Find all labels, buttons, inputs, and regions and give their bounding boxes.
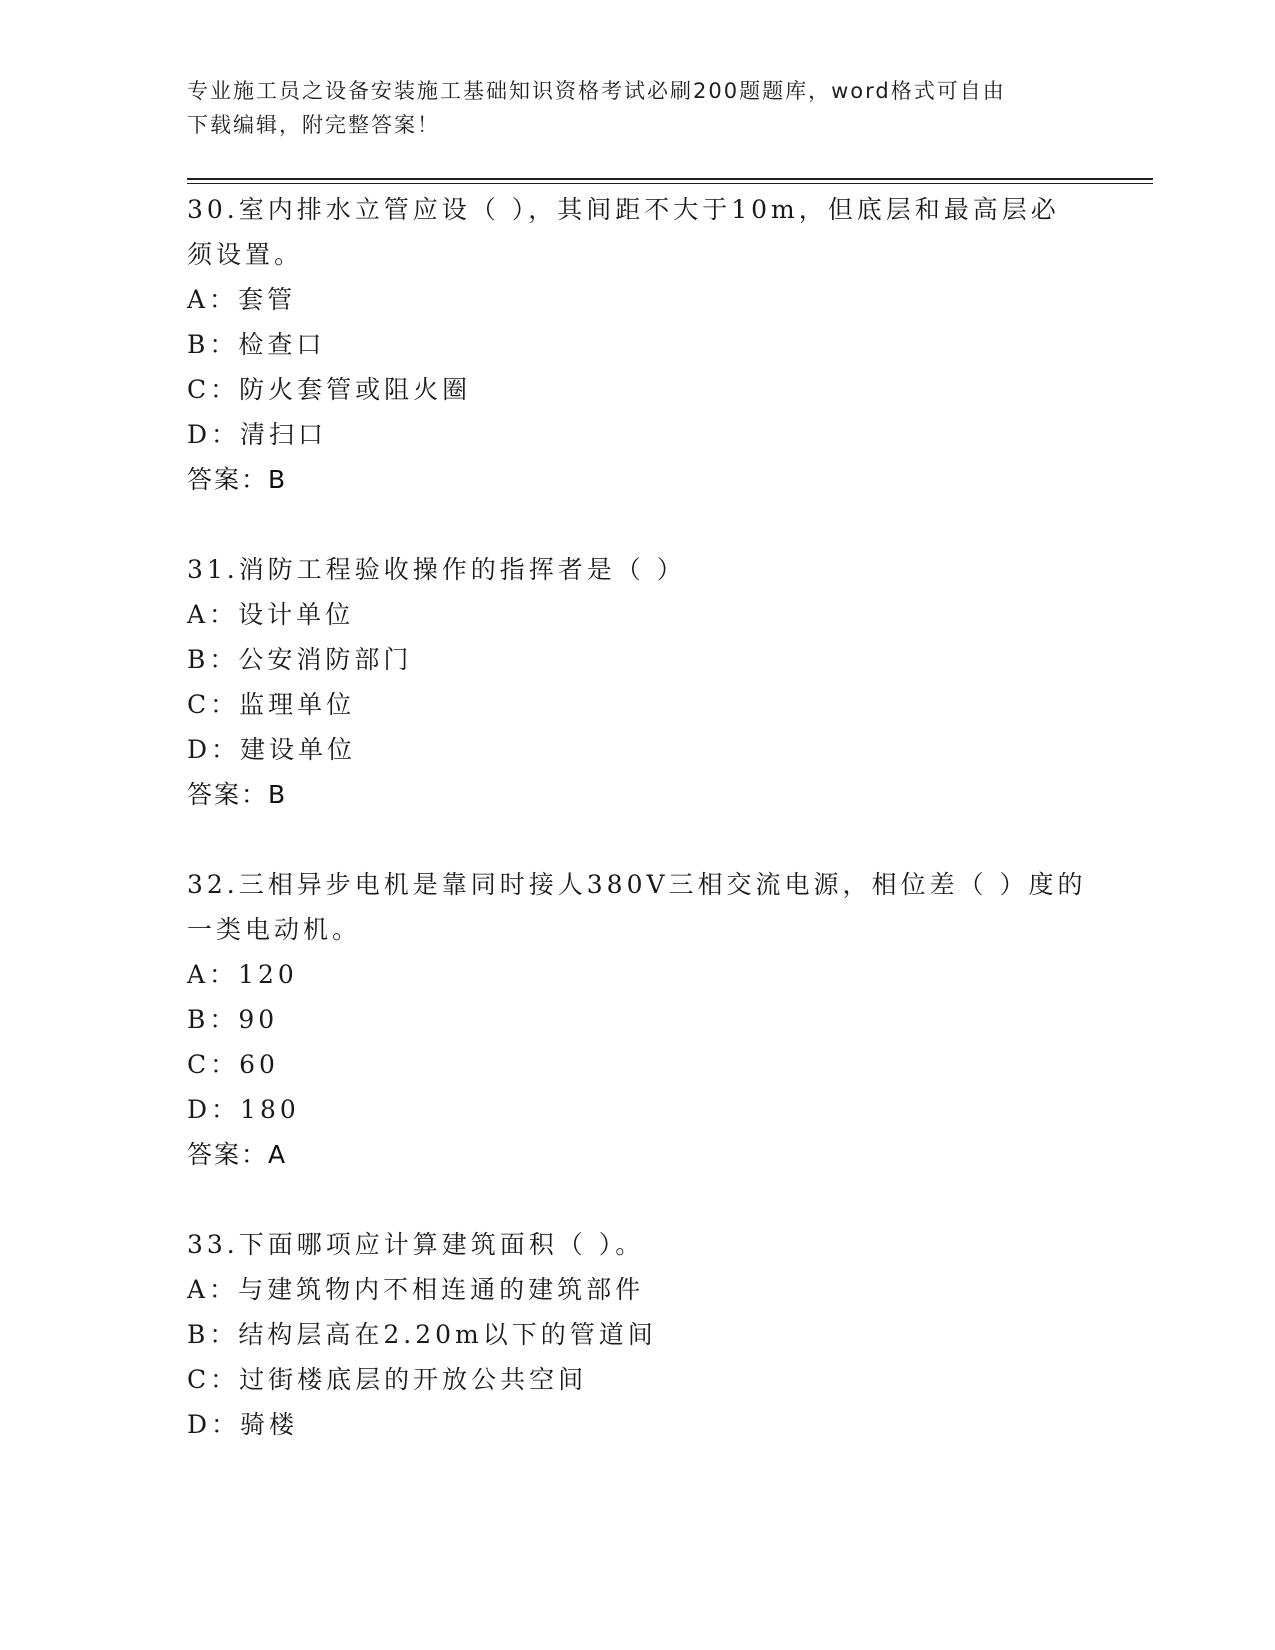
option-text: 建设单位 xyxy=(240,735,357,764)
question-stem: 31.消防工程验收操作的指挥者是（ ） xyxy=(187,555,686,584)
option-c xyxy=(187,682,1087,727)
option-letter: D： xyxy=(187,1095,241,1124)
option-b xyxy=(187,997,1087,1042)
option-letter: D： xyxy=(187,1410,241,1439)
question-33 xyxy=(187,1222,1087,1447)
option-text: 过街楼底层的开放公共空间 xyxy=(239,1365,588,1394)
option-a xyxy=(187,592,1087,637)
option-text: 公安消防部门 xyxy=(238,645,413,674)
answer-line: 答案：B xyxy=(187,780,288,809)
option-text: 套管 xyxy=(238,285,297,314)
option-letter: B： xyxy=(187,1320,239,1349)
option-text: 骑楼 xyxy=(240,1410,299,1439)
question-30 xyxy=(187,187,1087,502)
option-letter: A： xyxy=(187,1275,239,1304)
question-stem: 30.室内排水立管应设（ ），其间距不大于10m，但底层和最高层必须设置。 xyxy=(187,195,1060,269)
option-text: 清扫口 xyxy=(240,420,328,449)
option-d xyxy=(187,1087,1087,1132)
question-stem: 33.下面哪项应计算建筑面积（ ）。 xyxy=(187,1230,645,1259)
option-letter: B： xyxy=(187,330,239,359)
option-text: 监理单位 xyxy=(239,690,356,719)
option-c xyxy=(187,1042,1087,1087)
option-d xyxy=(187,727,1087,772)
option-letter: A： xyxy=(187,285,239,314)
header-line-1: 专业施工员之设备安装施工基础知识资格考试必刷200题题库，word格式可自由 xyxy=(187,79,1006,103)
option-letter: A： xyxy=(187,600,239,629)
option-text: 与建筑物内不相连通的建筑部件 xyxy=(238,1275,645,1304)
option-a xyxy=(187,277,1087,322)
option-text: 60 xyxy=(239,1050,279,1079)
question-32 xyxy=(187,862,1087,1177)
option-d xyxy=(187,412,1087,457)
option-a xyxy=(187,952,1087,997)
option-letter: C： xyxy=(187,1050,240,1079)
option-text: 检查口 xyxy=(238,330,326,359)
answer-line: 答案：A xyxy=(187,1140,288,1169)
question-stem: 32.三相异步电机是靠同时接人380V三相交流电源，相位差（ ）度的一类电动机。 xyxy=(187,870,1087,944)
option-letter: D： xyxy=(187,735,241,764)
option-letter: D： xyxy=(187,420,241,449)
option-text: 90 xyxy=(238,1005,279,1034)
option-c xyxy=(187,1357,1087,1402)
option-letter: B： xyxy=(187,645,239,674)
option-text: 180 xyxy=(240,1095,300,1124)
question-31 xyxy=(187,547,1087,817)
option-text: 设计单位 xyxy=(238,600,355,629)
header-divider-thick xyxy=(187,178,1153,180)
option-letter: C： xyxy=(187,1365,240,1394)
option-a xyxy=(187,1267,1087,1312)
option-letter: B： xyxy=(187,1005,239,1034)
option-letter: C： xyxy=(187,690,240,719)
option-letter: A： xyxy=(187,960,239,989)
option-b xyxy=(187,322,1087,367)
question-list xyxy=(187,187,1087,1492)
answer-line: 答案：B xyxy=(187,465,288,494)
option-text: 防火套管或阻火圈 xyxy=(239,375,472,404)
header-line-2: 下载编辑，附完整答案！ xyxy=(187,113,440,137)
option-c xyxy=(187,367,1087,412)
document-header xyxy=(187,74,1067,142)
option-b xyxy=(187,637,1087,682)
option-d xyxy=(187,1402,1087,1447)
option-text: 120 xyxy=(238,960,298,989)
option-text: 结构层高在2.20m以下的管道间 xyxy=(238,1320,657,1349)
option-b xyxy=(187,1312,1087,1357)
option-letter: C： xyxy=(187,375,240,404)
header-divider-thin xyxy=(187,183,1153,184)
